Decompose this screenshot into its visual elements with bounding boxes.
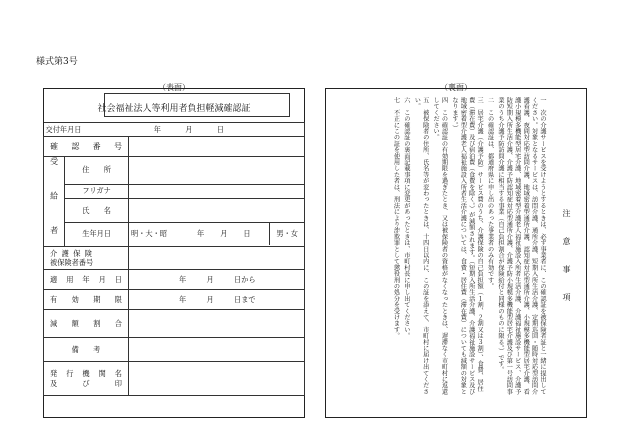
- issue-date-row: [44, 123, 305, 137]
- remarks-value[interactable]: [129, 338, 305, 362]
- note-item: 五 被保険者の住所、氏名等が変わったときは、十四日以内に、この証を添えて、市町村に届け出てください。: [413, 97, 429, 395]
- birth-day: 日: [243, 229, 251, 239]
- applicable-date-label: 適用年月日: [44, 270, 129, 290]
- reduction-rate-label: 減額割合: [44, 310, 129, 338]
- remarks-label: 備 考: [44, 338, 129, 362]
- name-label: 氏 名: [65, 199, 129, 222]
- form-number: 様式第3号: [36, 57, 78, 67]
- notes-list: [336, 97, 546, 397]
- issue-month: 月: [185, 124, 193, 134]
- birth-value[interactable]: [129, 222, 305, 246]
- issuer-label: 発行機関名 及 び 印: [44, 362, 129, 396]
- birth-eras: 明・大・昭: [131, 229, 167, 239]
- confirmation-number-label: 確 認 番 号: [44, 137, 129, 157]
- furigana-label: フリガナ: [65, 184, 129, 199]
- issue-year: 年: [153, 124, 161, 134]
- front-side-label: （表面）: [158, 83, 190, 92]
- note-item: 二 この確認証は、都道府県に申し出のあった事業者のみ有効です。: [486, 97, 494, 290]
- note-item: 四 この確認証の有効期限を過ぎたとき、又は被保険者の資格がなくなったときは、遅滞なく市町村に返還してください。: [432, 97, 448, 395]
- birth-month: 月: [220, 229, 228, 239]
- note-item: 三 居宅介護（介護予防）サービス費のうち、介護保険の自己負担額（１割、２割又は３割）、食費、居住費（滞在費）及び宿泊費（食費を除く。）が減額されます。（短期入所生活介護、介護福祉施設サービス及び地域密着型介護老人福祉施設入所者生活介護については、食費・居住費（滞在費）についても減額の対象となります。）: [450, 97, 484, 395]
- note-item: 七 不正にこの証を使用した者は、刑法により詐欺罪として懲役刑の処分を受けます。: [392, 97, 400, 339]
- birth-year: 年: [197, 229, 205, 239]
- issue-day: 日: [216, 124, 224, 134]
- front-form-table: [43, 122, 305, 396]
- card-title: 社会福祉法人等利用者負担軽減確認証: [97, 104, 251, 114]
- back-side-label: （裏面）: [440, 83, 472, 92]
- note-item: 一 次の介護サービスを受けようとするときは、必ず事業者に、この確認証を被保険者証と一緒に提出してください。対象となるサービスは、訪問介護、通所介護、短期入所生活介護、定期巡回・随時対応型訪問介護看護、夜間対応型訪問介護、地域密着型通所介護、認知症対応型通所介護、小規模多機能型居宅介護、看護小規模多機能型居宅介護、地域密着型介護老人福祉施設入所者生活介護、介護福祉施設サービス、介護予防短期入所生活介護、介護予防認知症対応型通所介護、介護予防小規模多機能型居宅介護及び第一号訪問事業のうち介護予防訪問介護に相当する事業（自己負担割合が保険給付と同様のものに限る。）です。: [496, 97, 546, 395]
- sex-value: 男・女: [269, 223, 304, 245]
- recipient-group-label: 受 給 者: [44, 157, 65, 247]
- applicable-date-value[interactable]: 年 月 日から: [129, 270, 305, 290]
- address-label: 住 所: [65, 157, 129, 185]
- insured-label: 介護保険 被保険者番号: [44, 247, 129, 270]
- birth-label: 生年月日: [65, 222, 129, 246]
- name-value[interactable]: [129, 199, 305, 222]
- furigana-value[interactable]: [129, 184, 305, 199]
- note-item: 六 この確認証の裏面記載事項に変更があったときは、市町村長に申し出てください。: [402, 97, 410, 339]
- front-card: [43, 88, 305, 418]
- address-value[interactable]: [129, 157, 305, 185]
- issue-date-label: 交付年月日: [45, 124, 82, 134]
- issuer-value[interactable]: [129, 362, 305, 396]
- insured-value[interactable]: [129, 247, 305, 270]
- back-card: [325, 88, 587, 418]
- expiry-label: 有効期限: [44, 290, 129, 310]
- expiry-value[interactable]: 年 月 日まで: [129, 290, 305, 310]
- confirmation-number-value[interactable]: [129, 137, 305, 157]
- notes-heading: 注 意 事 項: [562, 209, 571, 307]
- reduction-rate-value[interactable]: [129, 310, 305, 338]
